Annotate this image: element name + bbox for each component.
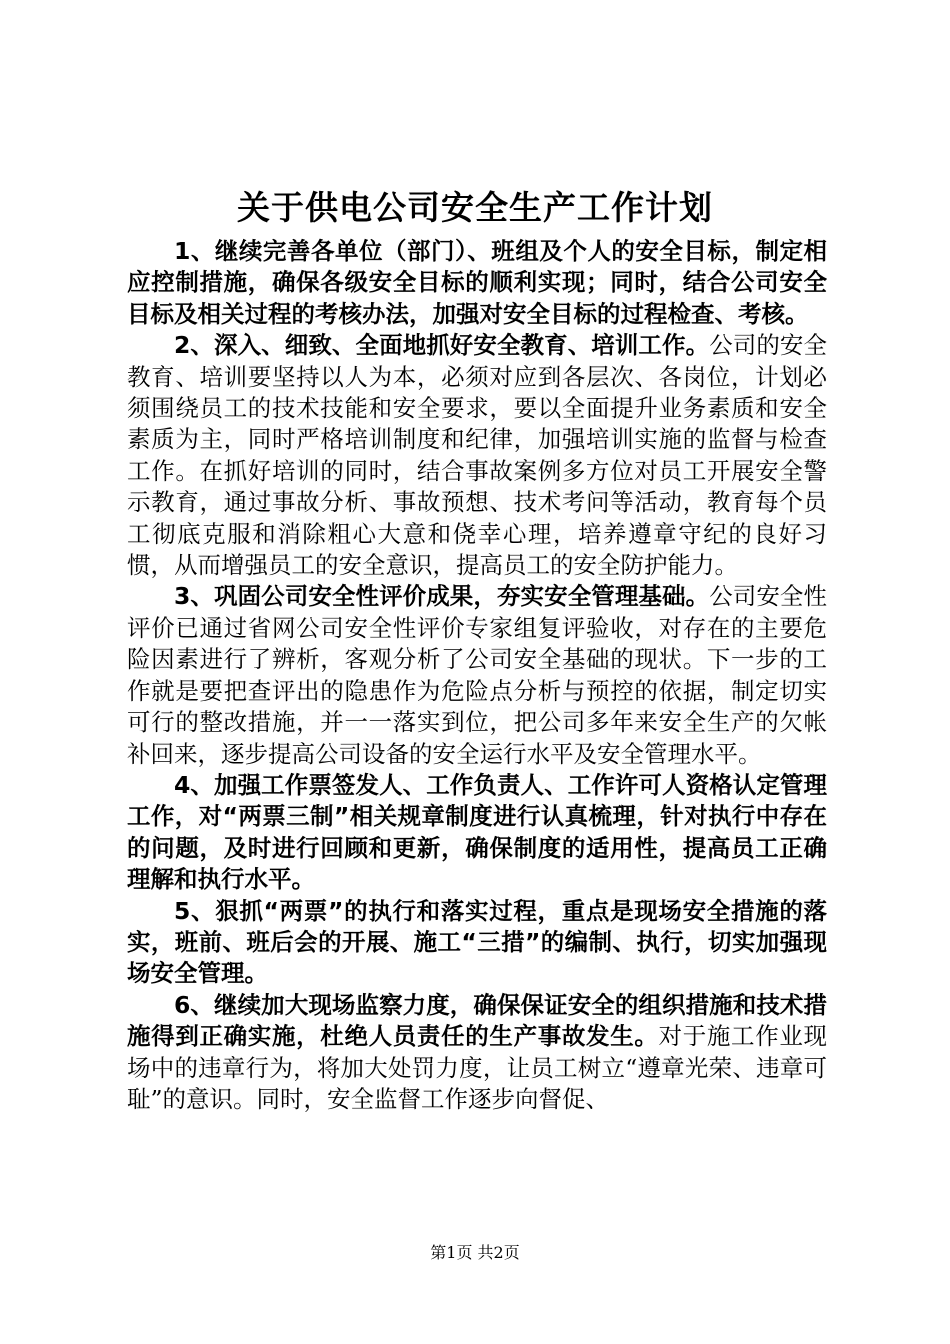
paragraph-3-text: 公司安全性评价已通过省网公司安全性评价专家组复评验收，对存在的主要危险因素进行了辨析，客观分析了公司安全基础的现状。下一步的工作就是要把查评出的隐患作为危险点分析与预控的依据，制定切实可行的整改措施，并一一落实到位，把公司多年来安全生产的欠帐补回来，逐步提高公司设备的安全运行水平及安全管理水平。 [127,582,828,768]
paragraph-1 [127,236,827,330]
paragraph-1-bold: 1、继续完善各单位（部门）、班组及个人的安全目标，制定相应控制措施，确保各级安全目标的顺利实现；同时，结合公司安全目标及相关过程的考核办法，加强对安全目标的过程检查、考核。 [127,237,827,328]
paragraph-6-text: 对于施工作业现场中的违章行为，将加大处罚力度，让员工树立“遵章光荣、违章可耻”的意识。同时，安全监督工作逐步向督促、 [127,1022,828,1113]
paragraph-6-bold: 6、继续加大现场监察力度，确保保证安全的组织措施和技术措施得到正确实施，杜绝人员责任的生产事故发生。 [127,990,827,1051]
paragraph-5 [127,896,827,990]
document-title: 关于供电公司安全生产工作计划 [237,188,713,227]
document-body [127,236,827,1115]
paragraph-6 [127,990,827,1116]
paragraph-2 [127,330,827,581]
paragraph-4 [127,770,827,896]
page-number: 第1页 共2页 [430,1243,520,1262]
paragraph-4-bold: 4、加强工作票签发人、工作负责人、工作许可人资格认定管理工作，对“两票三制”相关规章制度进行认真梳理，针对执行中存在的问题，及时进行回顾和更新，确保制度的适用性，提高员工正确理解和执行水平。 [127,770,827,894]
paragraph-2-text: 公司的安全教育、培训要坚持以人为本，必须对应到各层次、各岗位，计划必须围绕员工的技术技能和安全要求，要以全面提升业务素质和安全素质为主，同时严格培训制度和纪律，加强培训实施的监督与检查工作。在抓好培训的同时，结合事故案例多方位对员工开展安全警示教育，通过事故分析、事故预想、技术考问等活动，教育每个员工彻底克服和消除粗心大意和侥幸心理，培养遵章守纪的良好习惯，从而增强员工的安全意识，提高员工的安全防护能力。 [127,331,828,580]
paragraph-2-bold: 2、深入、细致、全面地抓好安全教育、培训工作。 [174,331,710,360]
paragraph-3 [127,581,827,769]
paragraph-3-bold: 3、巩固公司安全性评价成果，夯实安全管理基础。 [174,582,710,611]
paragraph-5-bold: 5、狠抓“两票”的执行和落实过程，重点是现场安全措施的落实，班前、班后会的开展、施工“三措”的编制、执行，切实加强现场安全管理。 [127,896,827,988]
